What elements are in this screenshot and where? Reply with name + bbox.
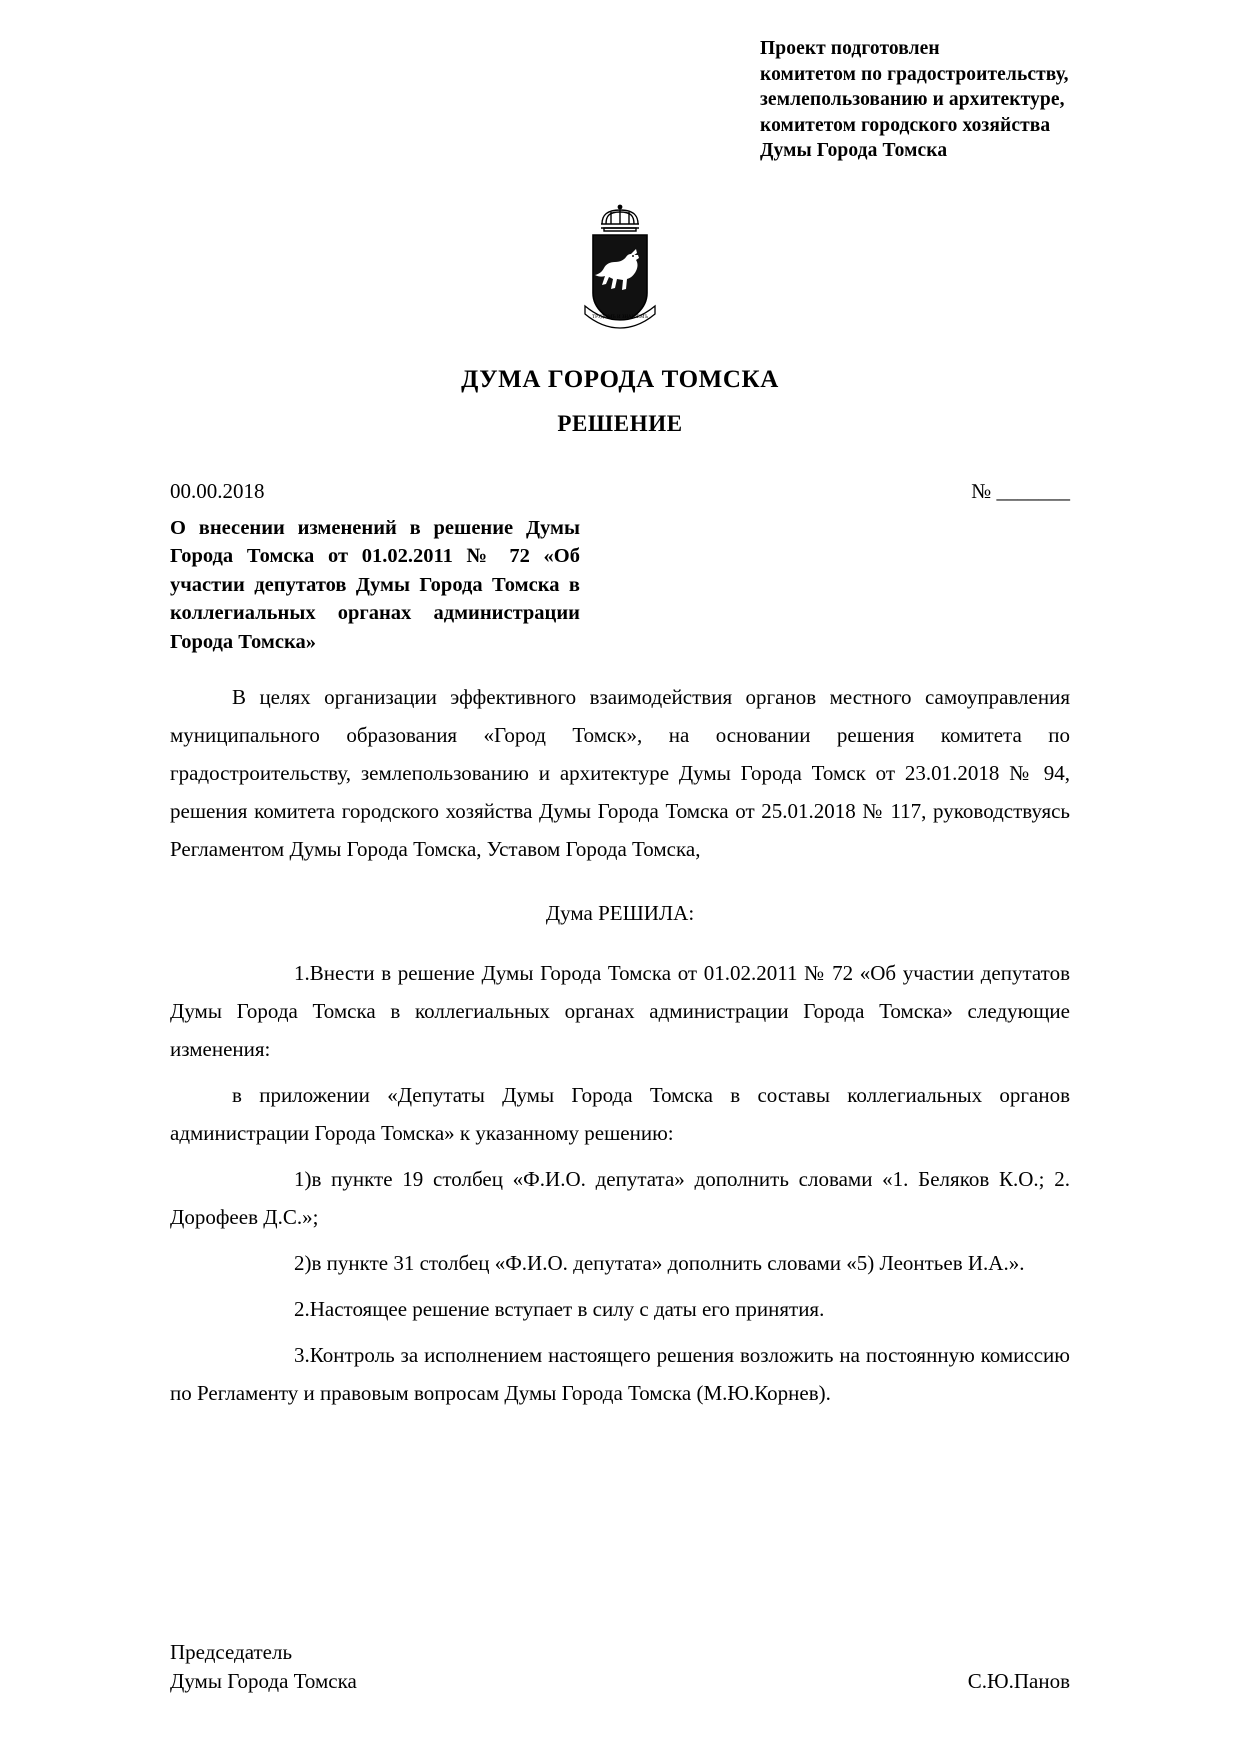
list-item [170,1290,1070,1328]
document-subject: О внесении изменений в решение Думы Города Томска от 01.02.2011 № 72 «Об участии депутатов Думы Города Томска в коллегиальных органах администрации Города Томска» [170,516,580,653]
signature-name: С.Ю.Панов [967,1669,1070,1693]
list-item-text: Контроль за исполнением настоящего решения возложить на постоянную комиссию по Регламенту и правовым вопросам Думы Города Томска (М.Ю.Корнев). [170,1343,1070,1405]
preamble-paragraph: В целях организации эффективного взаимодействия органов местного самоуправления муниципального образования «Город Томск», на основании решения комитета по градостроительству, землепользованию и архитектуре Думы Города Томск от 23.01.2018 № 94, решения комитета городского хозяйства Думы Города Томска от 25.01.2018 № 117, руководствуясь Регламентом Думы Города Томска, Уставом Города Томска, [170,685,1070,861]
prepared-by-block [170,36,1070,164]
emblem-container [170,202,1070,344]
list-item-number: 2. [294,1297,310,1321]
list-item-text: в приложении «Депутаты Думы Города Томска в составы коллегиальных органов администрации Города Томска» к указанному решению: [170,1083,1070,1145]
list-item [170,1244,1070,1282]
list-item [170,1336,1070,1412]
signature-position-line-2: Думы Города Томска [170,1669,357,1693]
list-item-number: 1) [294,1167,312,1191]
list-item-text: в пункте 19 столбец «Ф.И.О. депутата» дополнить словами «1. Беляков К.О.; 2. Дорофеев Д.С.»; [170,1167,1070,1229]
list-item [170,1076,1070,1152]
page-title: ДУМА ГОРОДА ТОМСКА [461,365,779,393]
list-item-number: 3. [294,1343,310,1367]
list-item-text: Настоящее решение вступает в силу с даты его принятия. [309,1297,825,1321]
list-item-number: 2) [294,1251,312,1275]
prepared-by-line-4: комитетом городского хозяйства [760,114,1051,136]
list-item [170,1160,1070,1236]
list-item-text: Внести в решение Думы Города Томска от 01.02.2011 № 72 «Об участии депутатов Думы Города Томска в коллегиальных органах администрации Города Томска» следующие изменения: [170,961,1070,1061]
list-item-number: 1. [294,961,310,985]
resolution-line: Дума РЕШИЛА: [545,901,695,925]
prepared-by-line-5: Думы Города Томска [760,140,948,161]
prepared-by-line-1: Проект подготовлен [760,38,940,59]
list-item-text: в пункте 31 столбец «Ф.И.О. депутата» дополнить словами «5) Леонтьев И.А.». [311,1251,1025,1275]
signature-position-line-1: Председатель [170,1640,293,1664]
document-meta-row [170,479,1070,504]
svg-text:ТРУДОМЪ И ЗНАНІЕМЪ: ТРУДОМЪ И ЗНАНІЕМЪ [592,314,648,320]
document-date: 00.00.2018 [170,478,265,503]
coat-of-arms-icon [571,202,669,344]
document-number: № _______ [971,478,1070,503]
prepared-by-line-2: комитетом по градостроительству, [760,63,1069,85]
signature-block [170,1638,1070,1696]
prepared-by-line-3: землепользованию и архитектуре, [760,89,1065,110]
page-subtitle: РЕШЕНИЕ [557,410,683,436]
list-item [170,954,1070,1068]
